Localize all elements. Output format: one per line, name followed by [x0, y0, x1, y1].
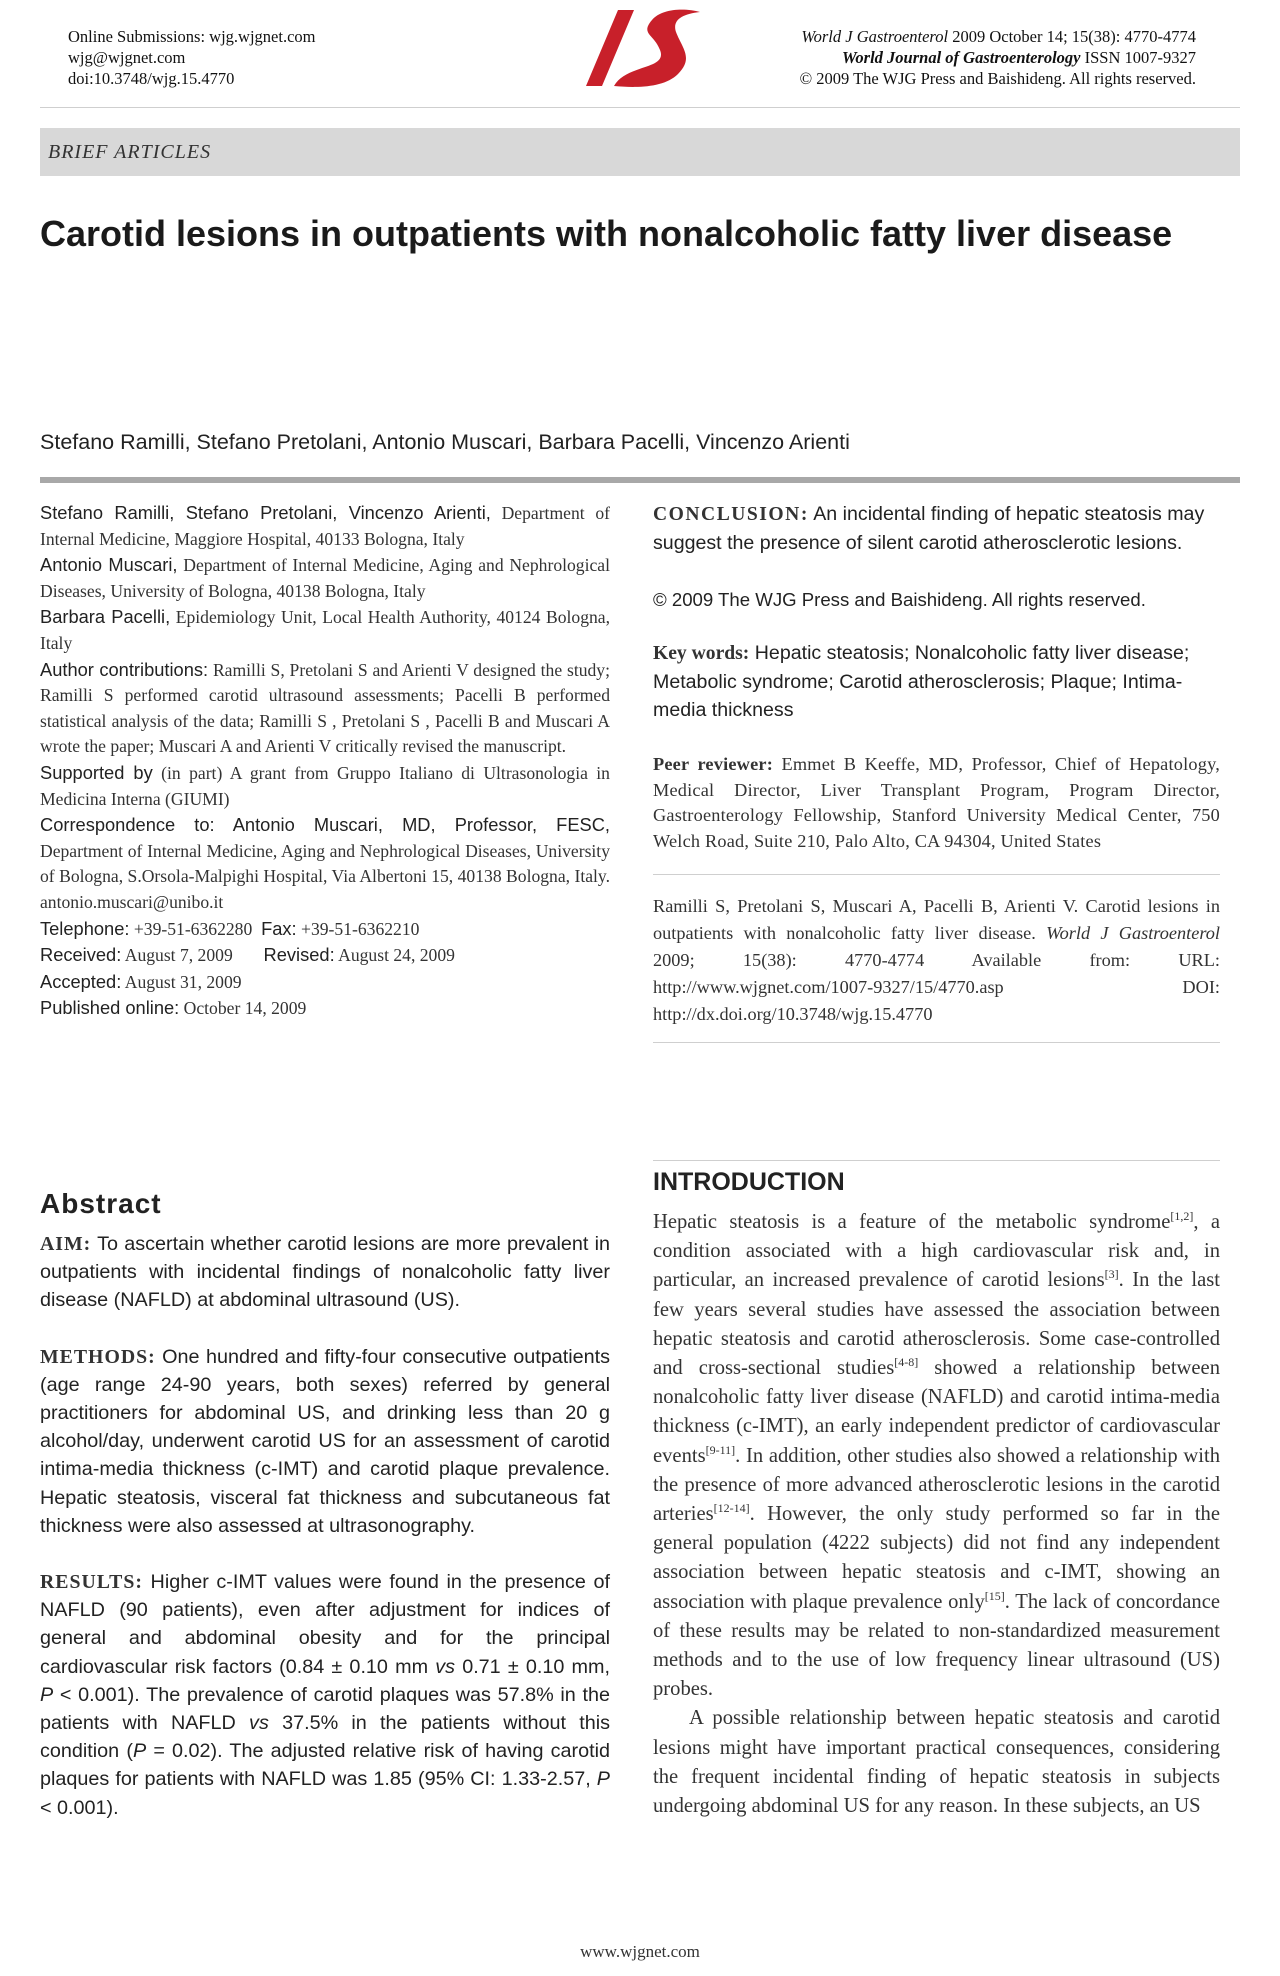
intro-text-g: . The lack of concordance of these results may be related to non-standardized measurement methods and to the use of low frequency linear ultrasound (US) probes.: [653, 1590, 1220, 1701]
introduction-body: [653, 1208, 1220, 1821]
p-italic-1: P: [40, 1683, 54, 1706]
intro-paragraph-1: [653, 1208, 1220, 1704]
fax-label: Fax:: [261, 917, 297, 939]
journal-logo: [556, 4, 706, 92]
revised-value: August 24, 2009: [338, 945, 455, 966]
abstract-results: [40, 1568, 610, 1822]
contrib-label: Author contributions:: [40, 658, 209, 680]
author-rule: [40, 477, 1240, 483]
results-label: RESULTS:: [40, 1571, 143, 1594]
journal-full: World Journal of Gastroenterology: [841, 48, 1081, 67]
abstract-aim: [40, 1230, 610, 1315]
fax-value: +39-51-6362210: [301, 918, 420, 939]
ref-2[interactable]: [3]: [1104, 1267, 1119, 1282]
ref-3[interactable]: [4-8]: [894, 1355, 919, 1370]
abstract-body: [40, 1230, 610, 1850]
tel-value: +39-51-6362280: [133, 918, 253, 939]
issn: ISSN 1007-9327: [1084, 48, 1196, 67]
p-italic-3: P: [596, 1768, 610, 1791]
citation-part1: Ramilli S, Pretolani S, Muscari A, Pacelli B, Arienti V. Carotid lesions in outpatients with nonalcoholic fatty liver disease.: [653, 896, 1220, 944]
issue-info: 2009 October 14; 15(38): 4770-4774: [952, 27, 1196, 46]
results-text-5: = 0.02). The adjusted relative risk of having carotid plaques for patients with NAFLD was 1.85 (95% CI: 1.33-2.57,: [40, 1740, 610, 1791]
citation-part2: 2009; 15(38): 4770-4774 Available from: URL: http://www.wjgnet.com/1007-9327/15/4770.asp DOI: http://dx.doi.org/10.3748/wjg.15.4770: [653, 950, 1220, 1025]
received-value: August 7, 2009: [124, 945, 233, 966]
abstract-heading: Abstract: [40, 1188, 162, 1219]
peer-reviewer-text: Emmet B Keeffe, MD, Professor, Chief of Hepatology, Medical Director, Liver Transplant Program, Program Director, Gastroenterology Fellowship, Stanford University Medical Center, 750 Welch Road, Suite 210, Palo Alto, CA 94304, United States: [653, 754, 1220, 851]
intro-text-e: . In addition, other studies also showed a relationship with the presence of more advanced atherosclerotic lesions in the carotid arteries: [653, 1444, 1220, 1526]
contrib-text: Ramilli S, Pretolani S and Arienti V designed the study; Ramilli S performed carotid ultrasound assessments; Pacelli B performed statistical analysis of the data; Ramilli S , Pretolani S , Pacelli B and Muscari A wrote the paper; Muscari A and Arienti V critically revised the manuscript.: [40, 659, 610, 757]
corr-text: Department of Internal Medicine, Aging and Nephrological Diseases, University of Bologna, S.Orsola-Malpighi Hospital, Via Albertoni 15, 40138 Bologna, Italy. antonio.muscari@unibo.it: [40, 840, 610, 912]
methods-label: METHODS:: [40, 1345, 156, 1368]
intro-text-b: , a condition associated with a high cardiovascular risk and, in particular, an increased prevalence of carotid lesions: [653, 1211, 1220, 1292]
footer-url[interactable]: www.wjgnet.com: [580, 1942, 700, 1961]
intro-text-d: showed a relationship between nonalcoholic fatty liver disease (NAFLD) and carotid intima-media thickness (c-IMT), an early independent predictor of cardiovascular events: [653, 1357, 1220, 1467]
published-value: October 14, 2009: [183, 998, 307, 1019]
journal-abbr: World J Gastroenterol: [801, 27, 949, 46]
intro-text-a: Hepatic steatosis is a feature of the metabolic syndrome: [653, 1211, 1171, 1233]
citation-rule-top: [653, 874, 1220, 875]
results-text-4: 37.5% in the patients without this condition (: [40, 1712, 610, 1763]
keywords-paragraph: [653, 639, 1220, 724]
citation-rule-bottom: [653, 1042, 1220, 1043]
citation-journal: World J Gastroenterol: [1046, 923, 1220, 944]
accepted-label: Accepted:: [40, 970, 122, 992]
section-band: [40, 128, 1240, 176]
intro-rule: [653, 1160, 1220, 1161]
p-italic-2: P: [132, 1740, 147, 1763]
section-label: BRIEF ARTICLES: [48, 141, 212, 163]
citation-paragraph: [653, 893, 1220, 1028]
intro-text-f: . However, the only study performed so far in the general population (4222 subjects) did not find any independent association between hepatic steatosis and c-IMT, showing an association with plaque prevalence only: [653, 1503, 1220, 1613]
accepted-value: August 31, 2009: [124, 971, 242, 992]
conclusion-paragraph: [653, 500, 1220, 557]
header-rule: [40, 107, 1240, 108]
abstract-methods: [40, 1343, 610, 1540]
ref-4[interactable]: [9-11]: [705, 1442, 736, 1457]
published-label: Published online:: [40, 997, 180, 1019]
conclusion-text: An incidental finding of hepatic steatosis may suggest the presence of silent carotid atherosclerotic lesions.: [653, 503, 1205, 554]
aff2-text: Department of Internal Medicine, Aging and Nephrological Diseases, University of Bologna, 40138 Bologna, Italy: [40, 555, 610, 601]
aff1-text: Department of Internal Medicine, Maggiore Hospital, 40133 Bologna, Italy: [40, 503, 610, 549]
aim-text: To ascertain whether carotid lesions are more prevalent in outpatients with incidental findings of nonalcoholic fatty liver disease (NAFLD) at abdominal ultrasound (US).: [40, 1233, 611, 1312]
support-label: Supported by: [40, 761, 153, 783]
ref-5[interactable]: [12-14]: [713, 1501, 750, 1516]
email-line: wjg@wjgnet.com: [68, 48, 186, 67]
intro-paragraph-2: A possible relationship between hepatic steatosis and carotid lesions might have important practical consequences, considering the frequent incidental finding of hepatic steatosis in subjects undergoing abdominal US for any reason. In these subjects, an US: [653, 1707, 1220, 1818]
support-text: (in part) A grant from Gruppo Italiano di Ultrasonologia in Medicina Interna (GIUMI): [40, 762, 610, 809]
author-list: Stefano Ramilli, Stefano Pretolani, Antonio Muscari, Barbara Pacelli, Vincenzo Arienti: [40, 430, 850, 454]
aff3-name: Barbara Pacelli,: [40, 606, 171, 628]
aff3-text: Epidemiology Unit, Local Health Authority, 40124 Bologna, Italy: [40, 607, 610, 653]
submission-line: Online Submissions: wjg.wjgnet.com: [68, 27, 316, 46]
keywords-label: Key words:: [653, 643, 750, 664]
aim-label: AIM:: [40, 1233, 92, 1255]
intro-text-c: . In the last few years several studies have assessed the association between hepatic steatosis and carotid atherosclerosis. Some case-controlled and cross-sectional studies: [653, 1269, 1220, 1380]
results-text-2: 0.71 ± 0.10 mm,: [462, 1655, 610, 1678]
received-label: Received:: [40, 944, 122, 966]
corr-label: Correspondence to: Antonio Muscari, MD, Professor, FESC,: [40, 814, 610, 836]
results-text-6: < 0.001).: [40, 1796, 119, 1819]
header-left: [68, 26, 316, 89]
introduction-heading: INTRODUCTION: [653, 1168, 845, 1196]
keywords-text: Hepatic steatosis; Nonalcoholic fatty liver disease; Metabolic syndrome; Carotid atherosclerosis; Plaque; Intima-media thickness: [653, 642, 1190, 721]
tel-label: Telephone:: [40, 917, 130, 939]
copyright-line: © 2009 The WJG Press and Baishideng. All rights reserved.: [653, 589, 1146, 610]
ref-1[interactable]: [1,2]: [1170, 1209, 1194, 1224]
right-column-top: [653, 500, 1220, 1043]
affiliations-block: [40, 500, 610, 1022]
peer-reviewer-label: Peer reviewer:: [653, 754, 774, 774]
revised-label: Revised:: [263, 944, 335, 966]
article-title: Carotid lesions in outpatients with nonalcoholic fatty liver disease: [40, 213, 1173, 254]
header-copyright: © 2009 The WJG Press and Baishideng. All rights reserved.: [799, 69, 1196, 88]
doi-line: doi:10.3748/wjg.15.4770: [68, 69, 235, 88]
results-text-3: < 0.001). The prevalence of carotid plaques was 57.8% in the patients with NAFLD: [40, 1683, 610, 1735]
conclusion-label: CONCLUSION:: [653, 504, 809, 525]
vs-italic-2: vs: [249, 1712, 269, 1735]
results-text-1: Higher c-IMT values were found in the presence of NAFLD (90 patients), even after adjustment for indices of general and abdominal obesity and for the principal cardiovascular risk factors (0.84 ± 0.10 mm: [40, 1571, 610, 1678]
aff2-name: Antonio Muscari,: [40, 554, 178, 576]
peer-reviewer-paragraph: [653, 752, 1220, 854]
ref-6[interactable]: [15]: [984, 1588, 1005, 1603]
methods-text: One hundred and fifty-four consecutive outpatients (age range 24-90 years, both sexes) referred by general practitioners for abdominal US, and drinking less than 20 g alcohol/day, underwent carotid US for an assessment of carotid intima-media thickness (c-IMT) and carotid plaque prevalence. Hepatic steatosis, visceral fat thickness and subcutaneous fat thickness were also assessed at ultrasonography.: [40, 1345, 610, 1537]
header-right: [800, 26, 1196, 89]
vs-italic-1: vs: [435, 1655, 456, 1678]
aff1-names: Stefano Ramilli, Stefano Pretolani, Vincenzo Arienti,: [40, 502, 491, 523]
